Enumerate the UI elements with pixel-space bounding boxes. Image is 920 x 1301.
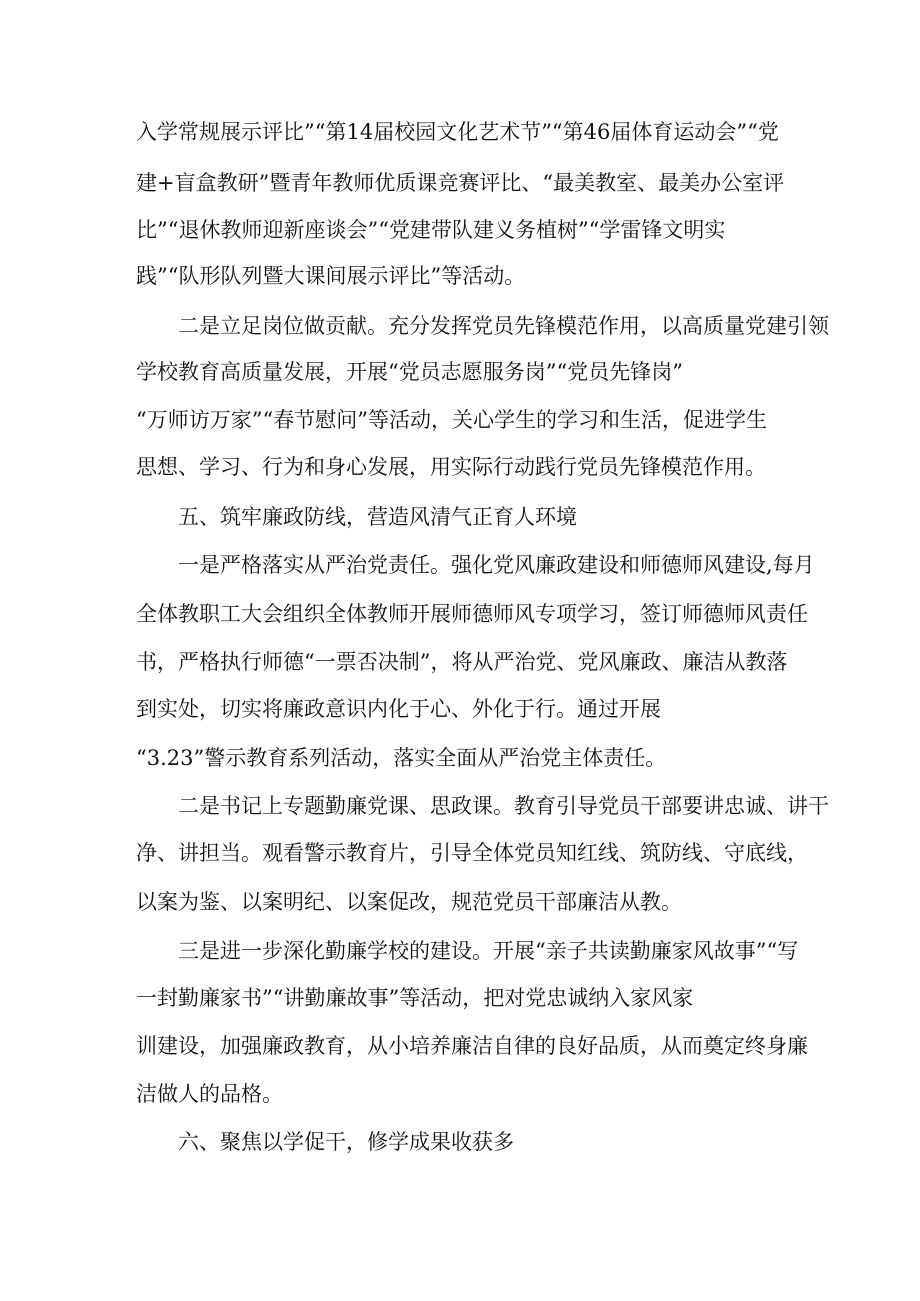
paragraph-line: 建+盲盒教研”暨青年教师优质课竞赛评比、“最美教室、最美办公室评: [136, 171, 785, 195]
paragraph-line: 思想、学习、行为和身心发展，用实际行动践行党员先锋模范作用。: [136, 455, 766, 479]
paragraph-line: 入学常规展示评比”“第14届校园文化艺术节”“第46届体育运动会”“党: [136, 120, 779, 144]
paragraph-line: 学校教育高质量发展，开展“党员志愿服务岗”“党员先锋岗”: [136, 360, 683, 384]
paragraph-line: 二是立足岗位做贡献。充分发挥党员先锋模范作用，以高质量党建引领: [178, 314, 829, 338]
paragraph-line: 一封勤廉家书”“讲勤廉故事”等活动，把对党忠诚纳入家风家: [136, 986, 694, 1010]
paragraph-line: 到实处，切实将廉政意识内化于心、外化于行。通过开展: [136, 697, 661, 721]
paragraph-line: 训建设，加强廉政教育，从小培养廉洁自律的良好品质，从而奠定终身廉: [136, 1034, 808, 1058]
paragraph-line: 一是严格落实从严治党责任。强化党风廉政建设和师德师风建设,每月: [178, 553, 815, 577]
section-heading: 五、筑牢廉政防线，营造风清气正育人环境: [178, 505, 577, 529]
section-heading: 六、聚焦以学促干，修学成果收获多: [178, 1130, 514, 1154]
paragraph-line: 全体教职工大会组织全体教师开展师德师风专项学习，签订师德师风责任: [136, 602, 808, 626]
paragraph-line: 二是书记上专题勤廉党课、思政课。教育引导党员干部要讲忠诚、讲干: [178, 794, 829, 818]
paragraph-line: 以案为鉴、以案明纪、以案促改，规范党员干部廉洁从教。: [136, 890, 682, 914]
paragraph-line: 书，严格执行师德“一票否决制”，将从严治党、党风廉政、廉洁从教落: [136, 650, 788, 674]
paragraph-line: 净、讲担当。观看警示教育片，引导全体党员知红线、筑防线、守底线，: [136, 841, 808, 865]
paragraph-line: “万师访万家”“春节慰问”等活动，关心学生的学习和生活，促进学生: [136, 408, 767, 432]
paragraph-line: 洁做人的品格。: [136, 1082, 283, 1106]
paragraph-line: 比”“退休教师迎新座谈会”“党建带队建义务植树”“学雷锋文明实: [136, 218, 726, 242]
paragraph-line: “3.23”警示教育系列活动，落实全面从严治党主体责任。: [136, 746, 667, 770]
paragraph-line: 三是进一步深化勤廉学校的建设。开展“亲子共读勤廉家风故事”“写: [178, 939, 799, 963]
paragraph-line: 践”“队形队列暨大课间展示评比”等活动。: [136, 264, 526, 288]
